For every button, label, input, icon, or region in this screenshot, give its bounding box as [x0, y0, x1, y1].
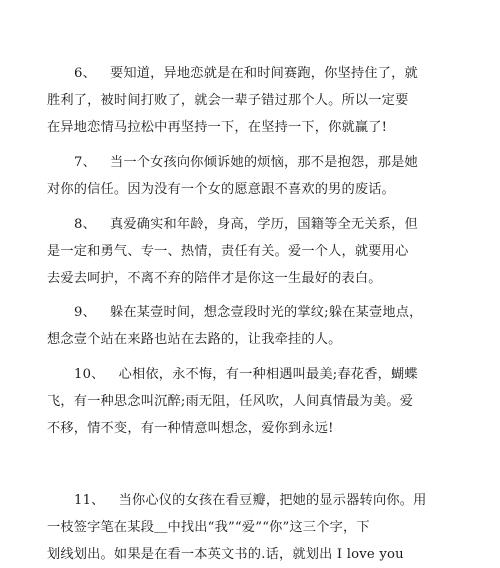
item-number: 11、 — [74, 493, 105, 508]
paragraph-line: 不移，情不变，有一种情意叫想念，爱你到永远! — [47, 421, 334, 436]
item-number: 9、 — [74, 305, 96, 320]
paragraph-line — [47, 361, 457, 388]
item-number: 8、 — [74, 217, 96, 232]
paragraph-line: 胜利了，被时间打败了，就会一辈子错过那个人。所以一定要 — [47, 93, 409, 108]
paragraph-line — [47, 299, 457, 326]
line-text: 躲在某壹时间，想念壹段时光的掌纹;躲在某壹地点， — [109, 305, 423, 320]
paragraph-7 — [47, 149, 457, 203]
paragraph-line: 想念壹个站在来路也站在去路的，让我牵挂的人。 — [47, 332, 342, 347]
paragraph-11 — [47, 487, 457, 568]
paragraph-line: 对你的信任。因为没有一个女的愿意跟不喜欢的男的废话。 — [47, 182, 396, 197]
paragraph-line: 去爱去呵护，不离不弃的陪伴才是你这一生最好的表白。 — [47, 271, 382, 286]
paragraph-line — [47, 487, 457, 514]
paragraph-line: 一枝签字笔在某段＿中找出“我”“爱”“你”这三个字，下 — [47, 520, 370, 535]
paragraph-line: 飞，有一种思念叫沉醉;雨无阻，任风吹，人间真情最为美。爱 — [47, 394, 414, 409]
paragraph-6 — [47, 60, 457, 141]
paragraph-line: 在异地恋情马拉松中再坚持一下，在坚持一下，你就赢了! — [47, 120, 388, 135]
line-text: 当你心仪的女孩在看豆瓣，把她的显示器转向你。用 — [118, 493, 427, 508]
paragraph-line: 是一定和勇气、专一、热情，责任有关。爱一个人，就要用心 — [47, 244, 409, 259]
paragraph-line — [47, 149, 457, 176]
paragraph-9 — [47, 299, 457, 353]
paragraph-10 — [47, 361, 457, 442]
line-text: 真爱确实和年龄，身高，学历，国籍等全无关系，但 — [109, 217, 418, 232]
item-number: 10、 — [74, 367, 105, 382]
paragraph-line — [47, 211, 457, 238]
line-text: 心相依，永不悔，有一种相遇叫最美;春花香，蝴蝶 — [118, 367, 418, 382]
paragraph-line — [47, 60, 457, 87]
paragraph-8 — [47, 211, 457, 292]
paragraph-line: 划线划出。如果是在看一本英文书的.话，就划出 I love you — [47, 547, 404, 562]
item-number: 7、 — [74, 155, 96, 170]
item-number: 6、 — [74, 66, 96, 81]
line-text: 要知道，异地恋就是在和时间赛跑，你坚持住了，就 — [109, 66, 418, 81]
line-text: 当一个女孩向你倾诉她的烦恼，那不是抱怨，那是她 — [109, 155, 418, 170]
